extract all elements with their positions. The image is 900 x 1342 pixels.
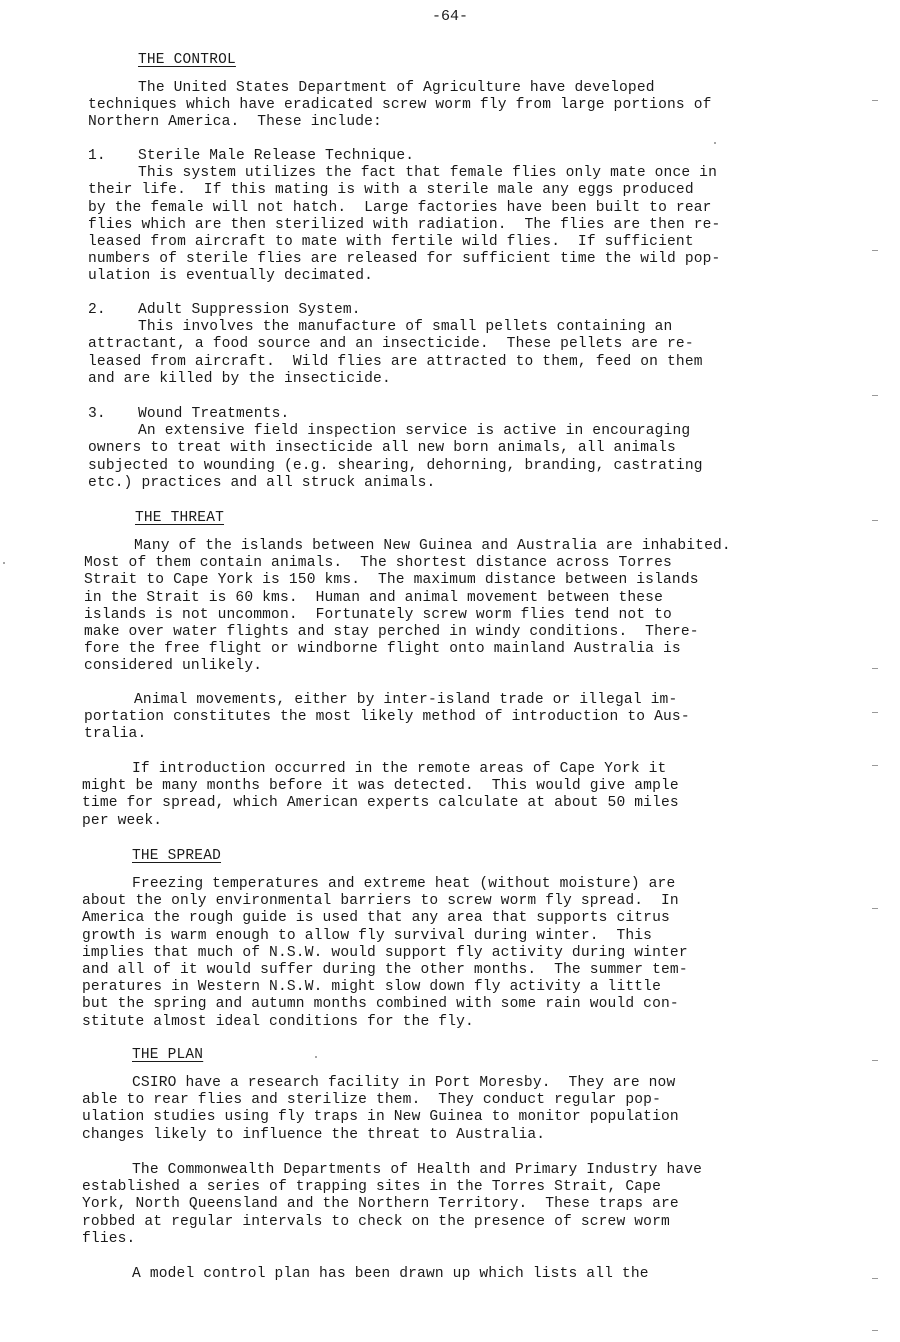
item-number: 2. xyxy=(88,302,106,318)
text-line: portation constitutes the most likely method of introduction to Aus- xyxy=(84,709,690,726)
text-line: changes likely to influence the threat to Australia. xyxy=(82,1126,546,1143)
threat-paragraph-3 xyxy=(82,761,802,830)
text-line: flies which are then sterilized with radiation. The flies are then re- xyxy=(88,216,721,233)
text-line: ulation is eventually decimated. xyxy=(88,268,374,285)
text-line: techniques which have eradicated screw worm fly from large portions of xyxy=(88,97,712,114)
text-line: etc.) practices and all struck animals. xyxy=(88,474,436,491)
scan-artifact xyxy=(872,250,878,251)
text-line: their life. If this mating is with a sterile male any eggs produced xyxy=(88,182,694,199)
scan-artifact xyxy=(872,668,878,669)
control-item-3 xyxy=(88,406,808,492)
text-line: leased from aircraft to mate with fertile wild flies. If sufficient xyxy=(88,233,694,250)
text-line: The United States Department of Agriculture have developed xyxy=(138,80,655,96)
text-line: per week. xyxy=(82,812,163,829)
text-line: islands is not uncommon. Fortunately screw worm flies tend not to xyxy=(84,606,672,623)
control-item-1 xyxy=(88,148,808,286)
scan-artifact xyxy=(872,1330,878,1331)
text-line: and all of it would suffer during the other months. The summer tem- xyxy=(82,961,688,978)
scan-artifact xyxy=(872,100,878,101)
scan-artifact xyxy=(872,395,878,396)
item-title xyxy=(88,406,808,423)
threat-paragraph-2 xyxy=(84,692,804,744)
text-line: but the spring and autumn months combined with some rain would con- xyxy=(82,996,679,1013)
scan-speck xyxy=(3,562,5,564)
item-number: 1. xyxy=(88,148,106,164)
text-line: peratures in Western N.S.W. might slow down fly activity a little xyxy=(82,979,661,996)
page-number: -64- xyxy=(431,8,468,25)
heading-the-threat: THE THREAT xyxy=(135,510,225,526)
text-line: fore the free flight or windborne flight onto mainland Australia is xyxy=(84,641,681,658)
text-line: stitute almost ideal conditions for the fly. xyxy=(82,1013,474,1030)
item-title-text: Sterile Male Release Technique. xyxy=(138,148,415,164)
text-line: implies that much of N.S.W. would support fly activity during winter xyxy=(82,944,688,961)
item-title-text: Wound Treatments. xyxy=(138,406,290,422)
text-line: leased from aircraft. Wild flies are attracted to them, feed on them xyxy=(88,353,703,370)
text-line: tralia. xyxy=(84,726,147,743)
text-line: This involves the manufacture of small pellets containing an xyxy=(138,319,673,336)
text-line: Freezing temperatures and extreme heat (without moisture) are xyxy=(132,876,676,892)
text-line: An extensive field inspection service is active in encouraging xyxy=(138,423,691,440)
text-line: A model control plan has been drawn up which lists all the xyxy=(132,1266,649,1282)
text-line: flies. xyxy=(82,1230,136,1247)
item-title-text: Adult Suppression System. xyxy=(138,302,361,318)
text-line: attractant, a food source and an insecticide. These pellets are re- xyxy=(88,336,694,353)
text-line: owners to treat with insecticide all new born animals, all animals xyxy=(88,440,676,457)
scan-artifact xyxy=(872,712,878,713)
text-line: growth is warm enough to allow fly survival during winter. This xyxy=(82,927,653,944)
text-line: Many of the islands between New Guinea and Australia are inhabited. xyxy=(134,538,731,554)
text-line: might be many months before it was detected. This would give ample xyxy=(82,778,679,795)
text-line: This system utilizes the fact that female flies only mate once in xyxy=(138,165,717,182)
text-line: Northern America. These include: xyxy=(88,114,382,131)
text-line: Strait to Cape York is 150 kms. The maximum distance between islands xyxy=(84,572,699,589)
text-line: numbers of sterile flies are released for sufficient time the wild pop- xyxy=(88,251,721,268)
heading-the-control: THE CONTROL xyxy=(138,52,236,68)
text-line: robbed at regular intervals to check on the presence of screw worm xyxy=(82,1213,670,1230)
control-item-2 xyxy=(88,302,808,388)
text-line: time for spread, which American experts calculate at about 50 miles xyxy=(82,795,679,812)
text-line: and are killed by the insecticide. xyxy=(88,370,391,387)
scan-speck xyxy=(315,1056,317,1058)
plan-paragraph-3 xyxy=(82,1266,802,1283)
heading-the-spread: THE SPREAD xyxy=(132,848,222,864)
scan-artifact xyxy=(872,1060,878,1061)
item-number: 3. xyxy=(88,406,106,422)
scan-artifact xyxy=(872,765,878,766)
scan-artifact xyxy=(872,1278,878,1279)
text-line: considered unlikely. xyxy=(84,658,263,675)
spread-paragraph-1 xyxy=(82,876,802,1031)
text-line: by the female will not hatch. Large factories have been built to rear xyxy=(88,199,712,216)
heading-the-plan: THE PLAN xyxy=(132,1047,204,1063)
text-line: able to rear flies and sterilize them. They conduct regular pop- xyxy=(82,1092,661,1109)
scan-speck xyxy=(714,142,716,144)
text-line: subjected to wounding (e.g. shearing, dehorning, branding, castrating xyxy=(88,457,703,474)
text-line: If introduction occurred in the remote areas of Cape York it xyxy=(132,761,667,777)
text-line: ulation studies using fly traps in New Guinea to monitor population xyxy=(82,1109,679,1126)
text-line: Animal movements, either by inter-island trade or illegal im- xyxy=(134,692,678,708)
scan-artifact xyxy=(872,908,878,909)
text-line: The Commonwealth Departments of Health and Primary Industry have xyxy=(132,1162,703,1178)
threat-paragraph-1 xyxy=(84,538,804,676)
text-line: make over water flights and stay perched in windy conditions. There- xyxy=(84,623,699,640)
text-line: America the rough guide is used that any area that supports citrus xyxy=(82,910,670,927)
text-line: in the Strait is 60 kms. Human and animal movement between these xyxy=(84,589,663,606)
text-line: Most of them contain animals. The shortest distance across Torres xyxy=(84,555,672,572)
scan-artifact xyxy=(872,520,878,521)
item-title xyxy=(88,302,808,319)
item-title xyxy=(88,148,808,165)
text-line: about the only environmental barriers to screw worm fly spread. In xyxy=(82,893,679,910)
text-line: York, North Queensland and the Northern Territory. These traps are xyxy=(82,1196,679,1213)
plan-paragraph-1 xyxy=(82,1075,802,1144)
text-line: established a series of trapping sites in the Torres Strait, Cape xyxy=(82,1179,661,1196)
text-line: CSIRO have a research facility in Port Moresby. They are now xyxy=(132,1075,676,1091)
control-intro-paragraph xyxy=(88,80,808,132)
plan-paragraph-2 xyxy=(82,1162,802,1248)
